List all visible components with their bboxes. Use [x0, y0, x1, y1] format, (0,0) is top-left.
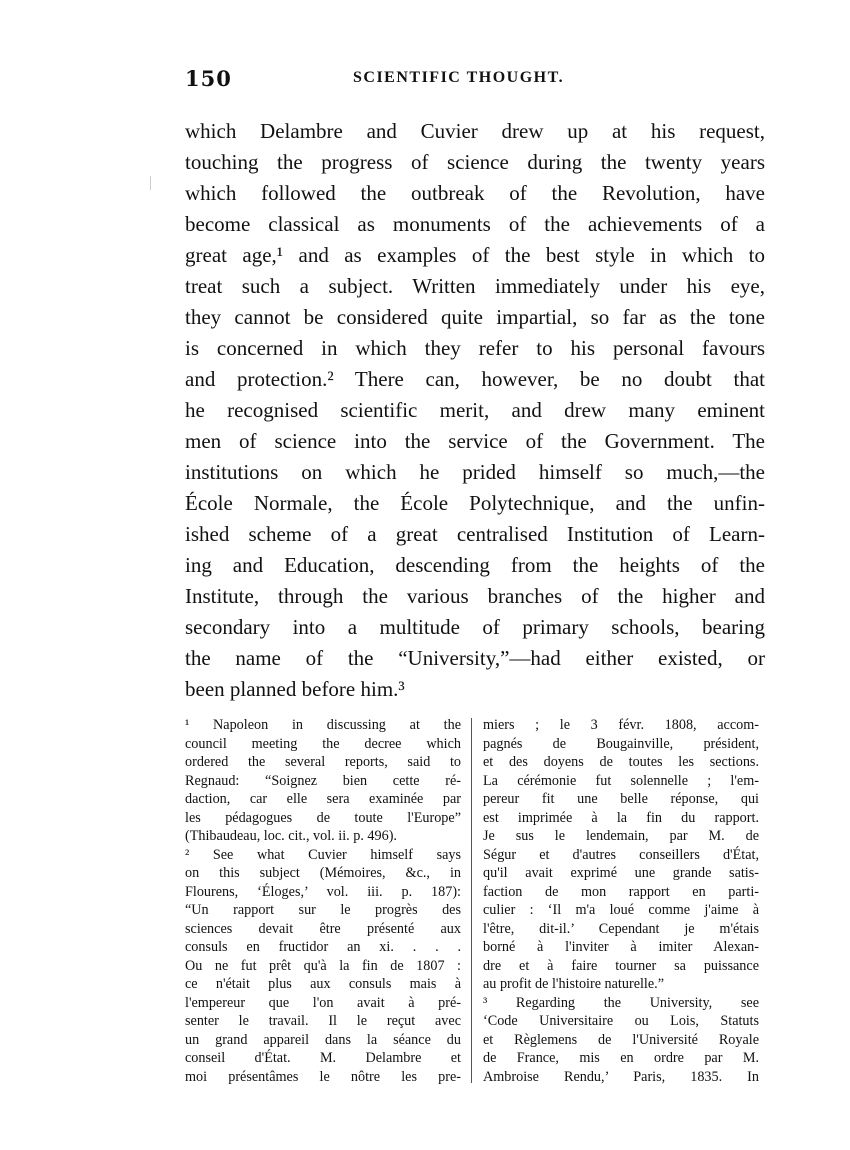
- text-line: which Delambre and Cuvier drew up at his request,: [185, 119, 765, 143]
- footnote-line: Ambroise Rendu,’ Paris, 1835. In: [483, 1068, 759, 1085]
- footnote-line: miers ; le 3 févr. 1808, accom-: [483, 717, 759, 733]
- footnote-line: l'empereur que l'on avait à pré-: [185, 994, 461, 1011]
- footnote-line: pagnés de Bougainville, président,: [483, 735, 759, 752]
- footnote-line: et Règlemens de l'Université Royale: [483, 1031, 759, 1048]
- footnote-line: senter le travail. Il le reçut avec: [185, 1013, 461, 1029]
- footnote-line: Ou ne fut prêt qu'à la fin de 1807 :: [185, 957, 461, 974]
- footnote-line: faction de mon rapport en parti-: [483, 883, 759, 900]
- footnote-line: et des doyens de toutes les sections.: [483, 754, 759, 770]
- footnote-line: (Thibaudeau, loc. cit., vol. ii. p. 496).: [185, 828, 397, 844]
- text-line: become classical as monuments of the achievements of a: [185, 212, 765, 236]
- running-head: [185, 66, 763, 96]
- text-line: which followed the outbreak of the Revolution, have: [185, 181, 765, 205]
- footnote-line: ¹ Napoleon in discussing at the: [185, 717, 461, 733]
- footnote-line: qu'il avait exprimé une grande satis-: [483, 865, 759, 881]
- text-line: Institute, through the various branches of the higher and: [185, 584, 765, 608]
- footnote-line: sciences devait être présenté aux: [185, 920, 461, 937]
- text-line: he recognised scientific merit, and drew many eminent: [185, 398, 765, 422]
- footnotes-right-column: [483, 716, 759, 1086]
- text-line: École Normale, the École Polytechnique, and the unfin-: [185, 491, 765, 515]
- footnote-line: conseil d'État. M. Delambre et: [185, 1050, 461, 1066]
- text-line: men of science into the service of the Government. The: [185, 429, 765, 453]
- text-line: great age,¹ and as examples of the best style in which to: [185, 243, 765, 267]
- text-line: ished scheme of a great centralised Institution of Learn-: [185, 522, 765, 546]
- footnote-line: Ségur et d'autres conseillers d'État,: [483, 846, 759, 863]
- footnote-line: ³ Regarding the University, see: [483, 994, 759, 1011]
- footnote-line: borné à l'inviter à imiter Alexan-: [483, 939, 759, 955]
- footnote-line: l'être, dit-il.’ Cependant je m'étais: [483, 920, 759, 937]
- footnote-line: dre et à faire tourner sa puissance: [483, 957, 759, 974]
- text-line: they cannot be considered quite impartial, so far as the tone: [185, 305, 765, 329]
- footnotes-left-column: [185, 716, 461, 1086]
- footnote-line: La cérémonie fut solennelle ; l'em-: [483, 772, 759, 789]
- footnote-line: consuls en fructidor an xi. . . .: [185, 939, 461, 955]
- footnote-line: Flourens, ‘Éloges,’ vol. iii. p. 187):: [185, 883, 461, 900]
- footnote-line: on this subject (Mémoires, &c., in: [185, 865, 461, 881]
- footnote-line: council meeting the decree which: [185, 735, 461, 752]
- footnote-line: de France, mis en ordre par M.: [483, 1050, 759, 1066]
- footnote-line: est imprimée à la fin du rapport.: [483, 809, 759, 826]
- running-title: SCIENTIFIC THOUGHT.: [353, 69, 565, 86]
- text-line: touching the progress of science during the twenty years: [185, 150, 765, 174]
- footnote-line: ² See what Cuvier himself says: [185, 846, 461, 863]
- footnote-line: ce n'était plus aux consuls mais à: [185, 976, 461, 992]
- footnote-line: Je sus le lendemain, par M. de: [483, 828, 759, 844]
- footnote-line: un grand appareil dans la séance du: [185, 1031, 461, 1048]
- footnote-line: ‘Code Universitaire ou Lois, Statuts: [483, 1013, 759, 1029]
- text-line: treat such a subject. Written immediately under his eye,: [185, 274, 765, 298]
- footnote-line: les pédagogues de toute l'Europe”: [185, 809, 461, 826]
- footnote-line: pereur fit une belle réponse, qui: [483, 791, 759, 807]
- text-line: the name of the “University,”—had either existed, or: [185, 646, 765, 670]
- text-line: is concerned in which they refer to his personal favours: [185, 336, 765, 360]
- footnote-line: moi présentâmes le nôtre les pre-: [185, 1068, 461, 1085]
- footnote-line: Regnaud: “Soignez bien cette ré-: [185, 772, 461, 789]
- main-text: [185, 116, 765, 705]
- footnote-column-divider: [471, 718, 472, 1083]
- footnote-line: au profit de l'histoire naturelle.”: [483, 976, 665, 992]
- page-number: 150: [185, 66, 232, 91]
- margin-mark: [150, 176, 151, 190]
- text-line: been planned before him.³: [185, 677, 405, 701]
- footnote-line: “Un rapport sur le progrès des: [185, 902, 461, 918]
- text-line: institutions on which he prided himself so much,—the: [185, 460, 765, 484]
- text-line: and protection.² There can, however, be no doubt that: [185, 367, 765, 391]
- text-line: ing and Education, descending from the heights of the: [185, 553, 765, 577]
- footnote-line: culier : ‘Il m'a loué comme j'aime à: [483, 902, 759, 918]
- text-line: secondary into a multitude of primary schools, bearing: [185, 615, 765, 639]
- footnote-line: daction, car elle sera examinée par: [185, 791, 461, 807]
- footnote-line: ordered the several reports, said to: [185, 754, 461, 770]
